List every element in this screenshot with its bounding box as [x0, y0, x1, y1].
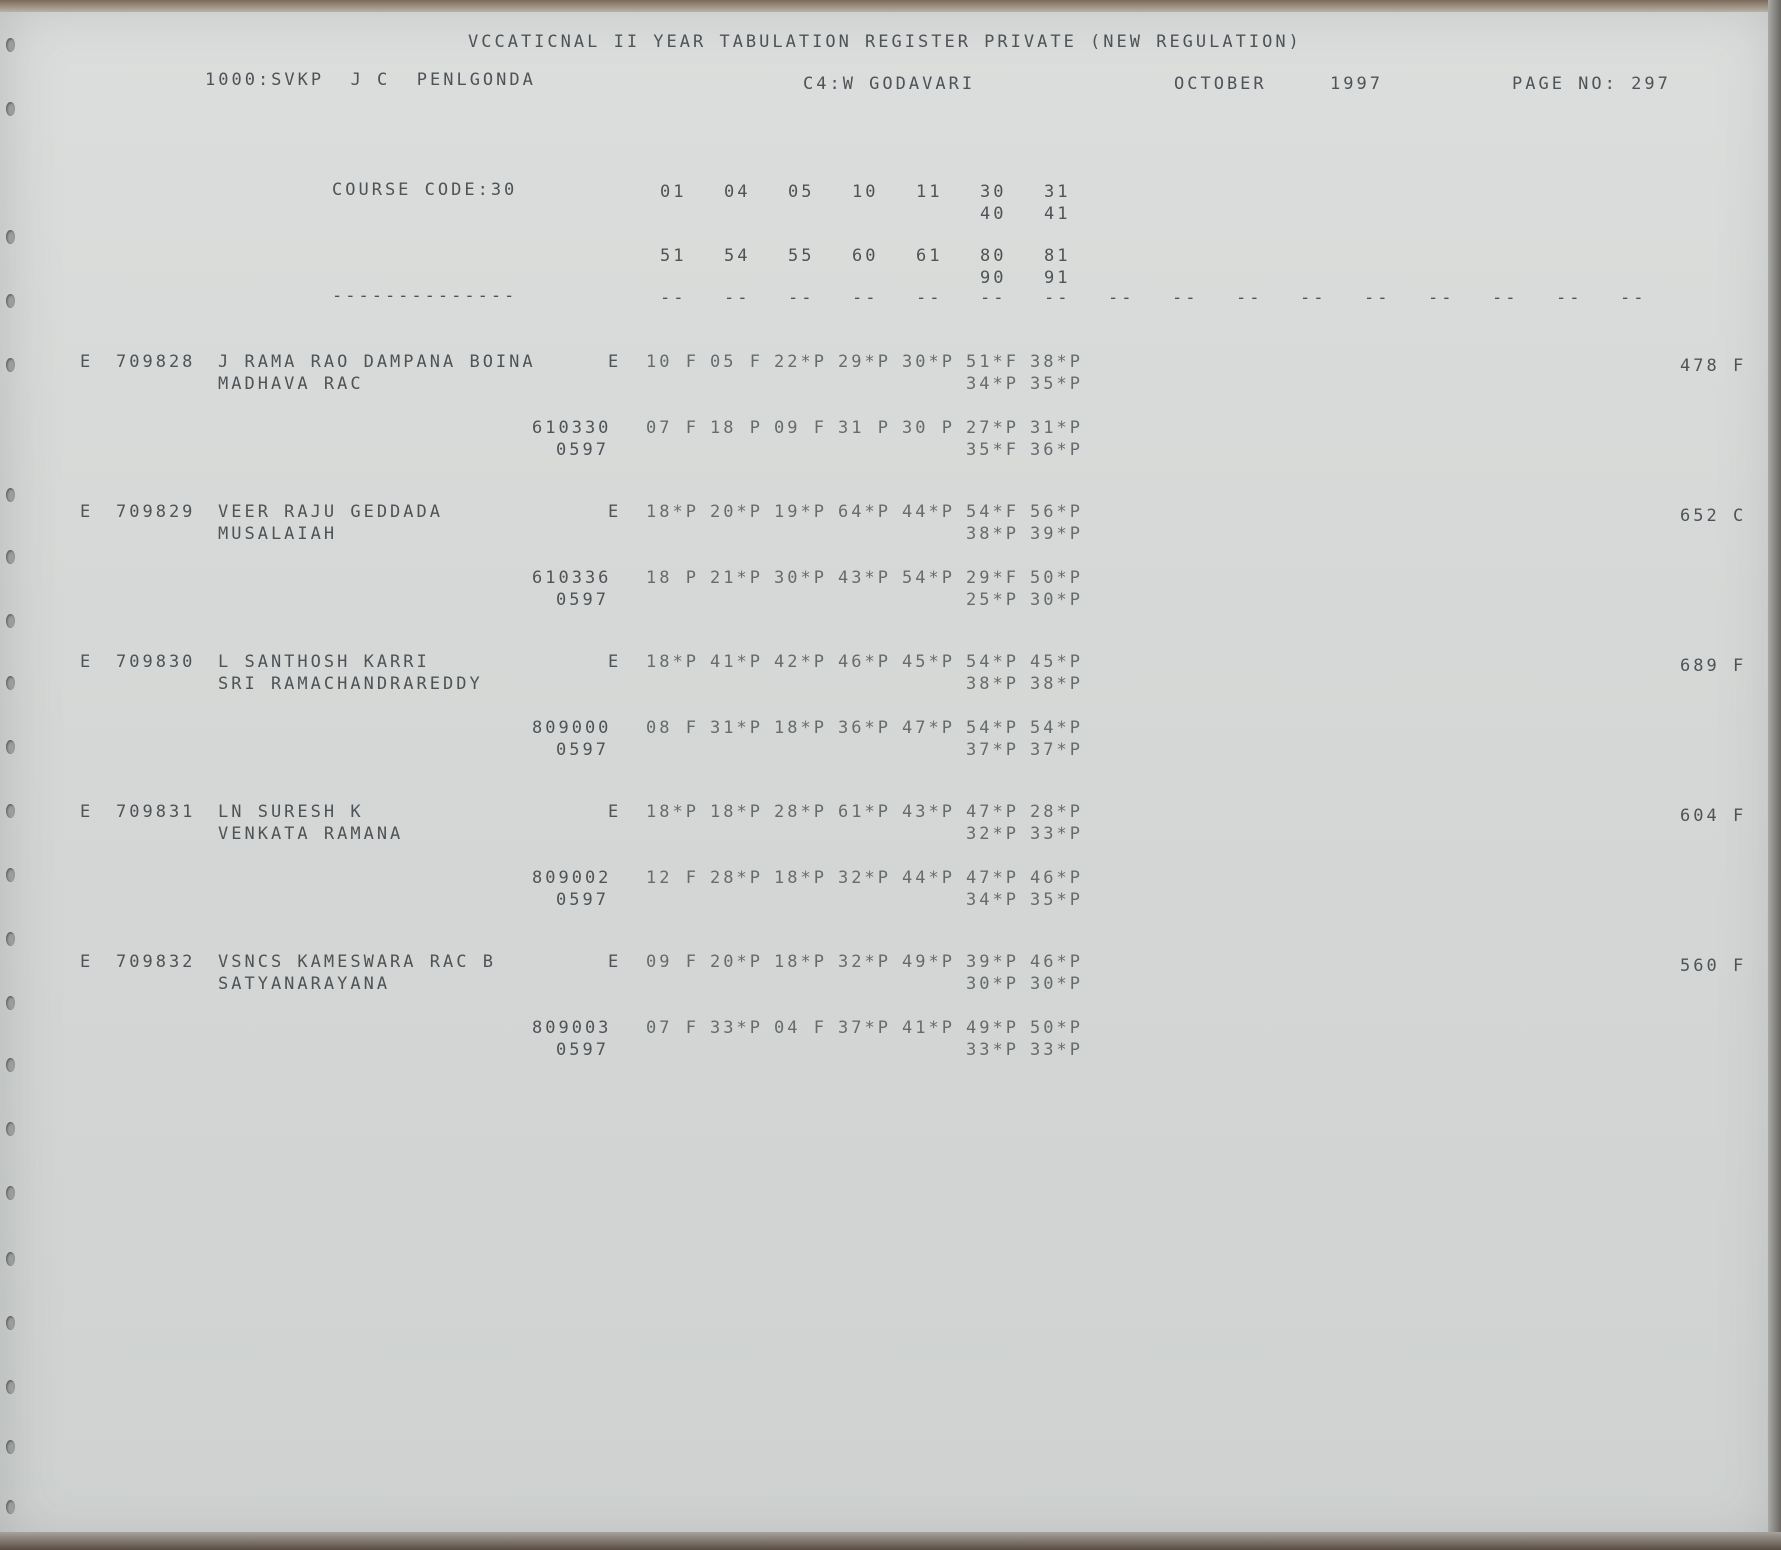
- parent-name: MUSALAIAH: [218, 524, 338, 544]
- mark-cell: 32*P: [838, 868, 891, 888]
- mark-cell: 54*P: [1030, 718, 1083, 738]
- mark-cell: 33*P: [710, 1018, 763, 1038]
- mark-cell: 30*P: [966, 974, 1019, 994]
- hall-ticket-code: 610330: [532, 418, 612, 438]
- mark-cell: 30*P: [1030, 974, 1083, 994]
- roll-number: 709830: [116, 652, 196, 672]
- mark-cell: 54*P: [966, 652, 1019, 672]
- mark-cell: 54*P: [966, 718, 1019, 738]
- mark-cell: 34*P: [966, 890, 1019, 910]
- sheet-right-edge: [1768, 0, 1781, 1550]
- column-dash: --: [788, 288, 815, 308]
- mark-cell: 37*P: [966, 740, 1019, 760]
- mark-cell: 38*P: [1030, 352, 1083, 372]
- medium-code: E: [608, 952, 622, 972]
- mark-cell: 61*P: [838, 802, 891, 822]
- roll-number: 709828: [116, 352, 196, 372]
- column-dash: --: [916, 288, 943, 308]
- mark-cell: 09 F: [774, 418, 827, 438]
- year-code: 0597: [556, 1040, 609, 1060]
- column-dash: --: [1108, 288, 1135, 308]
- mark-cell: 31 P: [838, 418, 891, 438]
- course-code-label: COURSE CODE:30: [332, 180, 518, 200]
- mark-cell: 47*P: [966, 802, 1019, 822]
- column-dash: --: [1492, 288, 1519, 308]
- mark-cell: 41*P: [710, 652, 763, 672]
- binding-hole: [6, 358, 15, 372]
- subject-code: 90: [980, 268, 1007, 288]
- mark-cell: 32*P: [966, 824, 1019, 844]
- binding-hole: [6, 1252, 15, 1266]
- course-rule: --------------: [332, 286, 518, 306]
- mark-cell: 08 F: [646, 718, 699, 738]
- mark-cell: 54*F: [966, 502, 1019, 522]
- candidate-name: L SANTHOSH KARRI: [218, 652, 430, 672]
- binding-hole: [6, 488, 15, 502]
- mark-cell: 35*P: [1030, 890, 1083, 910]
- total-result: 604 F: [1680, 806, 1747, 826]
- binding-hole: [6, 740, 15, 754]
- mark-cell: 64*P: [838, 502, 891, 522]
- subject-code: 55: [788, 246, 815, 266]
- mark-cell: 38*P: [966, 674, 1019, 694]
- mark-cell: 43*P: [838, 568, 891, 588]
- subject-code: 80: [980, 246, 1007, 266]
- mark-cell: 37*P: [1030, 740, 1083, 760]
- mark-cell: 33*P: [966, 1040, 1019, 1060]
- column-dash: --: [1620, 288, 1647, 308]
- mark-cell: 28*P: [1030, 802, 1083, 822]
- subject-code: 41: [1044, 204, 1071, 224]
- mark-cell: 20*P: [710, 502, 763, 522]
- candidate-name: VEER RAJU GEDDADA: [218, 502, 443, 522]
- total-result: 478 F: [1680, 356, 1747, 376]
- year-code: 0597: [556, 440, 609, 460]
- subject-code: 51: [660, 246, 687, 266]
- mark-cell: 22*P: [774, 352, 827, 372]
- year-code: 0597: [556, 590, 609, 610]
- mark-cell: 33*P: [1030, 824, 1083, 844]
- binding-hole: [6, 868, 15, 882]
- mark-cell: 54*P: [902, 568, 955, 588]
- binding-hole: [6, 1380, 15, 1394]
- mark-cell: 39*P: [1030, 524, 1083, 544]
- subject-code: 31: [1044, 182, 1071, 202]
- binding-hole: [6, 102, 15, 116]
- binding-hole: [6, 614, 15, 628]
- mark-cell: 20*P: [710, 952, 763, 972]
- subject-code: 01: [660, 182, 687, 202]
- candidate-name: J RAMA RAO DAMPANA BOINA: [218, 352, 536, 372]
- subject-code: 05: [788, 182, 815, 202]
- mark-cell: 18*P: [774, 952, 827, 972]
- binding-hole: [6, 1058, 15, 1072]
- mark-cell: 31*P: [710, 718, 763, 738]
- subject-code: 54: [724, 246, 751, 266]
- medium-code: E: [608, 802, 622, 822]
- parent-name: SATYANARAYANA: [218, 974, 391, 994]
- exam-year: 1997: [1330, 74, 1383, 94]
- mark-cell: 37*P: [838, 1018, 891, 1038]
- binding-hole: [6, 932, 15, 946]
- mark-cell: 18*P: [774, 718, 827, 738]
- mark-cell: 07 F: [646, 1018, 699, 1038]
- mark-cell: 18*P: [646, 802, 699, 822]
- mark-cell: 39*P: [966, 952, 1019, 972]
- mark-cell: 29*P: [838, 352, 891, 372]
- subject-code: 61: [916, 246, 943, 266]
- mark-cell: 18*P: [646, 502, 699, 522]
- subject-code: 30: [980, 182, 1007, 202]
- mark-cell: 30*P: [774, 568, 827, 588]
- medium-code: E: [608, 502, 622, 522]
- sheet-top-edge: [0, 0, 1781, 12]
- mark-cell: 38*P: [1030, 674, 1083, 694]
- mark-cell: 45*P: [1030, 652, 1083, 672]
- mark-cell: 25*P: [966, 590, 1019, 610]
- mark-cell: 09 F: [646, 952, 699, 972]
- parent-name: SRI RAMACHANDRAREDDY: [218, 674, 483, 694]
- subject-code: 81: [1044, 246, 1071, 266]
- mark-cell: 33*P: [1030, 1040, 1083, 1060]
- district-code: C4:W GODAVARI: [803, 74, 976, 94]
- column-dash: --: [724, 288, 751, 308]
- binding-hole: [6, 1500, 15, 1514]
- roll-number: 709829: [116, 502, 196, 522]
- binding-hole: [6, 1440, 15, 1454]
- mark-cell: 19*P: [774, 502, 827, 522]
- mark-cell: 44*P: [902, 868, 955, 888]
- column-dash: --: [660, 288, 687, 308]
- binding-hole: [6, 1186, 15, 1200]
- record-series: E: [80, 352, 94, 372]
- year-code: 0597: [556, 890, 609, 910]
- column-dash: --: [1044, 288, 1071, 308]
- mark-cell: 44*P: [902, 502, 955, 522]
- medium-code: E: [608, 652, 622, 672]
- exam-month: OCTOBER: [1174, 74, 1267, 94]
- mark-cell: 43*P: [902, 802, 955, 822]
- mark-cell: 50*P: [1030, 1018, 1083, 1038]
- column-dash: --: [1428, 288, 1455, 308]
- subject-code: 10: [852, 182, 879, 202]
- column-dash: --: [1556, 288, 1583, 308]
- mark-cell: 47*P: [966, 868, 1019, 888]
- sheet-bottom-edge: [0, 1532, 1781, 1550]
- mark-cell: 47*P: [902, 718, 955, 738]
- page-number: PAGE NO: 297: [1512, 74, 1671, 94]
- roll-number: 709832: [116, 952, 196, 972]
- mark-cell: 18 P: [710, 418, 763, 438]
- mark-cell: 18 P: [646, 568, 699, 588]
- record-series: E: [80, 952, 94, 972]
- column-dash: --: [1364, 288, 1391, 308]
- mark-cell: 42*P: [774, 652, 827, 672]
- mark-cell: 05 F: [710, 352, 763, 372]
- college-code: 1000:SVKP J C PENLGONDA: [205, 70, 536, 90]
- mark-cell: 56*P: [1030, 502, 1083, 522]
- parent-name: VENKATA RAMANA: [218, 824, 404, 844]
- mark-cell: 45*P: [902, 652, 955, 672]
- mark-cell: 46*P: [1030, 952, 1083, 972]
- mark-cell: 12 F: [646, 868, 699, 888]
- mark-cell: 31*P: [1030, 418, 1083, 438]
- mark-cell: 41*P: [902, 1018, 955, 1038]
- mark-cell: 28*P: [774, 802, 827, 822]
- binding-hole: [6, 1316, 15, 1330]
- mark-cell: 30 P: [902, 418, 955, 438]
- record-series: E: [80, 802, 94, 822]
- mark-cell: 49*P: [902, 952, 955, 972]
- roll-number: 709831: [116, 802, 196, 822]
- mark-cell: 10 F: [646, 352, 699, 372]
- mark-cell: 27*P: [966, 418, 1019, 438]
- total-result: 560 F: [1680, 956, 1747, 976]
- hall-ticket-code: 809003: [532, 1018, 612, 1038]
- hall-ticket-code: 809000: [532, 718, 612, 738]
- binding-hole: [6, 1122, 15, 1136]
- mark-cell: 21*P: [710, 568, 763, 588]
- mark-cell: 51*F: [966, 352, 1019, 372]
- mark-cell: 29*F: [966, 568, 1019, 588]
- mark-cell: 07 F: [646, 418, 699, 438]
- mark-cell: 18*P: [710, 802, 763, 822]
- binding-hole: [6, 996, 15, 1010]
- column-dash: --: [980, 288, 1007, 308]
- parent-name: MADHAVA RAC: [218, 374, 364, 394]
- hall-ticket-code: 610336: [532, 568, 612, 588]
- binding-hole: [6, 230, 15, 244]
- hall-ticket-code: 809002: [532, 868, 612, 888]
- subject-code: 60: [852, 246, 879, 266]
- column-dash: --: [1172, 288, 1199, 308]
- candidate-name: VSNCS KAMESWARA RAC B: [218, 952, 496, 972]
- binding-hole: [6, 294, 15, 308]
- mark-cell: 36*P: [1030, 440, 1083, 460]
- binding-hole: [6, 804, 15, 818]
- record-series: E: [80, 502, 94, 522]
- mark-cell: 49*P: [966, 1018, 1019, 1038]
- mark-cell: 32*P: [838, 952, 891, 972]
- medium-code: E: [608, 352, 622, 372]
- column-dash: --: [852, 288, 879, 308]
- mark-cell: 46*P: [838, 652, 891, 672]
- binding-hole: [6, 38, 15, 52]
- record-series: E: [80, 652, 94, 672]
- subject-code: 91: [1044, 268, 1071, 288]
- mark-cell: 18*P: [646, 652, 699, 672]
- binding-hole: [6, 550, 15, 564]
- mark-cell: 46*P: [1030, 868, 1083, 888]
- mark-cell: 28*P: [710, 868, 763, 888]
- mark-cell: 38*P: [966, 524, 1019, 544]
- mark-cell: 04 F: [774, 1018, 827, 1038]
- mark-cell: 30*P: [1030, 590, 1083, 610]
- subject-code: 11: [916, 182, 943, 202]
- mark-cell: 36*P: [838, 718, 891, 738]
- binding-hole: [6, 676, 15, 690]
- mark-cell: 35*P: [1030, 374, 1083, 394]
- mark-cell: 18*P: [774, 868, 827, 888]
- register-title: VCCATICNAL II YEAR TABULATION REGISTER PRIVATE (NEW REGULATION): [468, 32, 1302, 52]
- column-dash: --: [1236, 288, 1263, 308]
- mark-cell: 34*P: [966, 374, 1019, 394]
- subject-code: 40: [980, 204, 1007, 224]
- total-result: 689 F: [1680, 656, 1747, 676]
- mark-cell: 30*P: [902, 352, 955, 372]
- year-code: 0597: [556, 740, 609, 760]
- mark-cell: 50*P: [1030, 568, 1083, 588]
- subject-code: 04: [724, 182, 751, 202]
- mark-cell: 35*F: [966, 440, 1019, 460]
- candidate-name: LN SURESH K: [218, 802, 364, 822]
- column-dash: --: [1300, 288, 1327, 308]
- total-result: 652 C: [1680, 506, 1747, 526]
